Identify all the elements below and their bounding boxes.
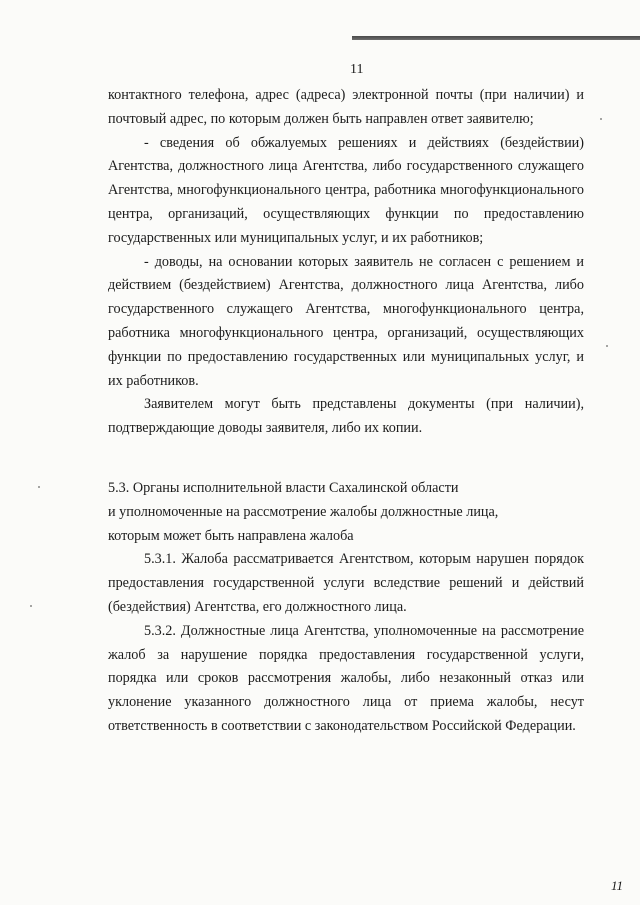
paragraph-documents: Заявителем могут быть представлены документы (при наличии), подтверждающие доводы заявителя, либо их копии. (108, 396, 584, 437)
paragraph-5-3-2: 5.3.2. Должностные лица Агентства, уполномоченные на рассмотрение жалоб за нарушение порядка предоставления государственной услуги, порядка или сроков рассмотрения жалобы, либо незаконный отказ или уклонение указанного должностного лица от приема жалобы, несут ответственность в соответствии с законодательством Российской Федерации. (108, 622, 584, 734)
top-rule (352, 36, 640, 40)
paragraph-appealed-decisions: - сведения об обжалуемых решениях и действиях (бездействии) Агентства, должностного лица Агентства, либо государственного служащего Агентства, многофункционального центра, работника многофункционального центра, организаций, осуществляющих функции по предоставлению государственных или муниципальных услуг, и их работников; (108, 134, 584, 246)
page-number: 11 (350, 62, 364, 77)
paragraph-5-3-1: 5.3.1. Жалоба рассматривается Агентством, которым нарушен порядок предоставления государственной услуги вследствие решений и действий (бездействия) Агентства, его должностного лица. (108, 551, 584, 615)
section-heading-line-1: 5.3. Органы исполнительной власти Сахалинской области (108, 479, 459, 496)
section-heading-line-3: которым может быть направлена жалоба (108, 527, 354, 544)
document-body (108, 84, 584, 739)
paragraph-arguments: - доводы, на основании которых заявитель не согласен с решением и действием (бездействием) Агентства, должностного лица Агентства, либо государственного служащего Агентства, многофункционального центра, работника многофункционального центра, организаций, осуществляющих функции по предоставлению государственных или муниципальных услуг, и их работников. (108, 253, 584, 389)
section-heading (108, 477, 584, 548)
paragraph-contact-continuation: контактного телефона, адрес (адреса) электронной почты (при наличии) и почтовый адрес, по которым должен быть направлен ответ заявителю; (108, 87, 584, 127)
bottom-page-mark: 11 (611, 878, 624, 893)
section-heading-line-2: и уполномоченные на рассмотрение жалобы должностные лица, (108, 503, 499, 520)
